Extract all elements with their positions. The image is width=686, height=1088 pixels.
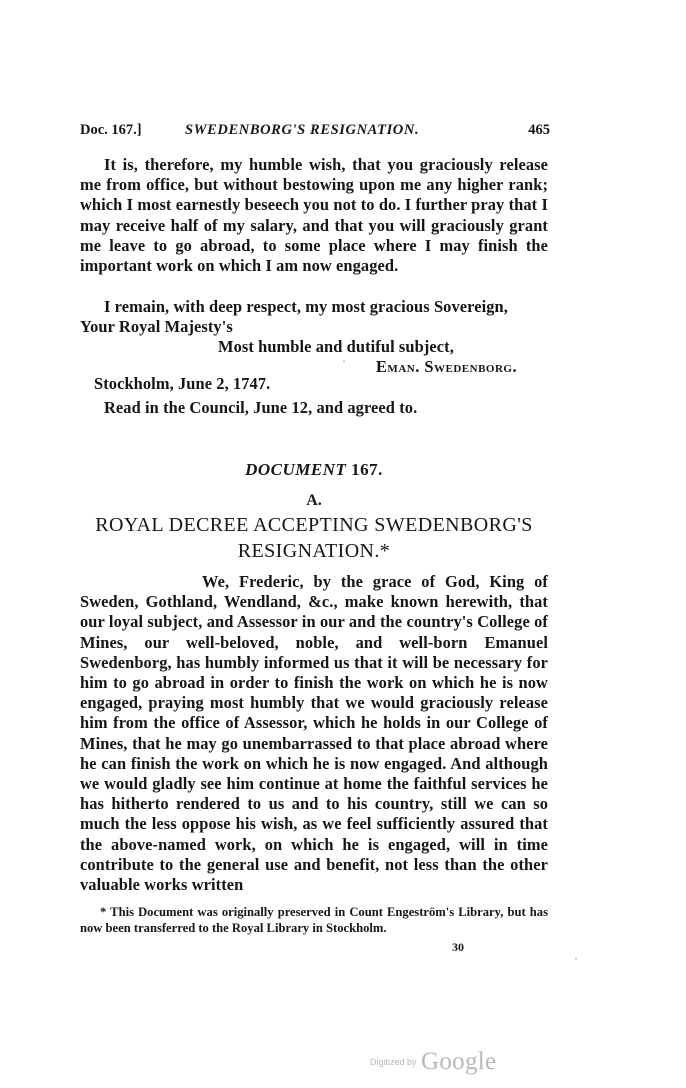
digitized-watermark	[370, 1048, 496, 1076]
section-letter: A.	[306, 492, 322, 509]
document-number-heading	[0, 460, 628, 480]
decree-body: We, Frederic, by the grace of God, King of Sweden, Gothland, Wendland, &c., make known herewith, that our loyal subject, and Assessor in our and the country's College of Mines, our well-beloved, noble, and well-born Emanuel Swedenborg, has humbly informed us that it will be necessary for him to go abroad in order to finish the work on which he is now engaged, praying most humbly that we would graciously release him from the office of Assessor, which he holds in our College of Mines, that he may go unembarrassed to that place abroad where he can finish the work on which he is now engaged. And although we would gladly see him continue at home the faithful services he has hitherto rendered to us and to his country, still we can so much the less oppose his wish, as we feel sufficiently assured that the above-named work, on which he is engaged, will in time contribute to the general use and benefit, not less than the other valuable works written	[80, 572, 548, 895]
letter-closing-block	[80, 297, 548, 417]
decree-title	[0, 512, 628, 564]
document-label: DOCUMENT	[245, 460, 347, 479]
page-number: 465	[528, 122, 550, 138]
paper-speck	[575, 958, 577, 960]
footnote-text: * This Document was originally preserved in Count Engeström's Library, but has now been transferred to the Royal Library in Stockholm.	[80, 905, 548, 935]
letter-paragraph-block	[80, 155, 548, 276]
closing-line-1: I remain, with deep respect, my most gracious Sovereign,	[104, 297, 508, 316]
closing-line-3: Most humble and dutiful subject,	[218, 337, 454, 356]
document-number: 167.	[351, 460, 383, 479]
decree-title-line-2: RESIGNATION.*	[237, 540, 391, 562]
digitized-prefix: Digitized by	[370, 1057, 417, 1067]
letter-signature: Eman. Swedenborg.	[376, 357, 518, 376]
letter-paragraph: It is, therefore, my humble wish, that you graciously release me from office, but without bestowing upon me any higher rank; which I most earnestly beseech you not to do. I further pray that I may receive half of my salary, and that you will graciously grant me leave to go abroad, to some place where I may finish the important work on which I am now engaged.	[80, 155, 548, 276]
footnote	[80, 904, 548, 936]
closing-line-2: Your Royal Majesty's	[80, 317, 233, 336]
header-doc-reference: Doc. 167.]	[80, 122, 142, 138]
decree-body-block	[80, 572, 548, 895]
google-logo: Google	[420, 1048, 497, 1075]
council-note: Read in the Council, June 12, and agreed to.	[104, 398, 418, 417]
letter-place-date: Stockholm, June 2, 1747.	[94, 374, 271, 393]
paper-speck	[343, 360, 345, 362]
decree-title-line-1: ROYAL DECREE ACCEPTING SWEDENBORG'S	[95, 514, 533, 536]
running-header	[80, 122, 550, 144]
header-title: SWEDENBORG'S RESIGNATION.	[185, 122, 420, 138]
printer-signature-mark: 30	[452, 940, 464, 954]
